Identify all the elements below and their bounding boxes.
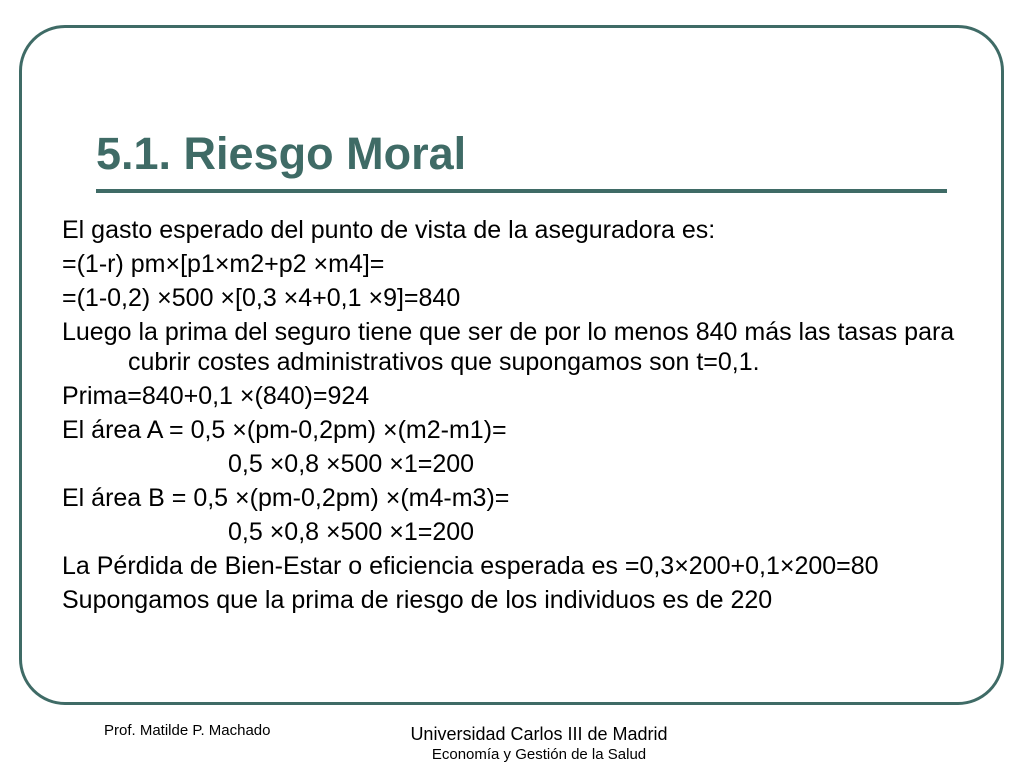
body-line-intro: El gasto esperado del punto de vista de la aseguradora es:	[62, 216, 716, 244]
slide-body	[62, 215, 962, 619]
body-line-formula: =(1-r) pm×[p1×m2+p2 ×m4]=	[62, 250, 385, 278]
body-line-area-b: El área B = 0,5 ×(pm-0,2pm) ×(m4-m3)=	[62, 484, 510, 512]
body-line-area-b-result: 0,5 ×0,8 ×500 ×1=200	[228, 518, 475, 546]
body-line-prima: Prima=840+0,1 ×(840)=924	[62, 382, 370, 410]
body-line-welfare-loss: La Pérdida de Bien-Estar o eficiencia esperada es =0,3×200+0,1×200=80	[62, 552, 879, 580]
footer-university: Universidad Carlos III de Madrid	[410, 724, 668, 744]
slide-title: 5.1. Riesgo Moral	[96, 128, 467, 179]
body-line-area-a: El área A = 0,5 ×(pm-0,2pm) ×(m2-m1)=	[62, 416, 507, 444]
footer-author: Prof. Matilde P. Machado	[104, 722, 271, 739]
title-underline	[96, 189, 947, 193]
body-line-area-a-result: 0,5 ×0,8 ×500 ×1=200	[228, 450, 475, 478]
footer-course: Economía y Gestión de la Salud	[431, 746, 647, 763]
body-line-calculation: =(1-0,2) ×500 ×[0,3 ×4+0,1 ×9]=840	[62, 284, 461, 312]
body-line-premium-note: Luego la prima del seguro tiene que ser de por lo menos 840 más las tasas para cubrir costes administrativos que supongamos son t=0,1.	[62, 318, 955, 376]
body-line-risk-premium: Supongamos que la prima de riesgo de los individuos es de 220	[62, 586, 773, 614]
footer-institution	[398, 723, 680, 765]
